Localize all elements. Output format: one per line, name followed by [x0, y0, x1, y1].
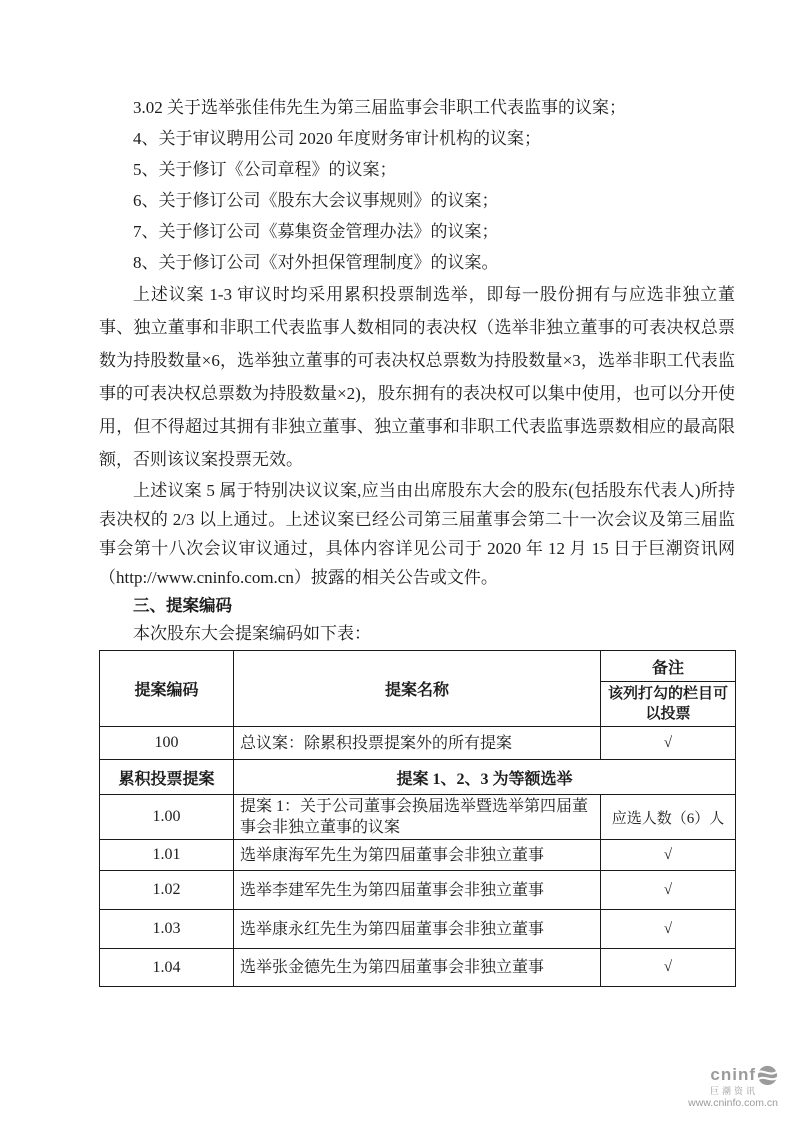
table-caption: 本次股东大会提案编码如下表：	[133, 624, 371, 643]
row-code: 1.03	[100, 910, 234, 949]
row-remark-checkmark: √	[601, 871, 736, 910]
row-remark-checkmark: √	[601, 727, 736, 760]
paragraph-cumulative-voting: 上述议案 1-3 审议时均采用累积投票制选举，即每一股份拥有与应选非独立董事、独立董事和非职工代表监事人数相同的表决权（选举非独立董事的可表决权总票数为持股数量×6，选举独立董事的可表决权总票数为持股数量×3，选举非职工代表监事的可表决权总票数为持股数量×2)，股东拥有的表决权可以集中使用，也可以分开使用，但不得超过其拥有非独立董事、独立董事和非职工代表监事选票数相应的最高限额，否则该议案投票无效。	[99, 285, 735, 469]
table-row	[100, 910, 736, 949]
document-content	[99, 92, 735, 987]
paragraph-special-resolution: 上述议案 5 属于特别决议议案,应当由出席股东大会的股东(包括股东代表人)所持表决权的 2/3 以上通过。上述议案已经公司第三届董事会第二十一次会议及第三届监事会第十八次会议审议通过，具体内容详见公司于 2020 年 12 月 15 日于巨潮资讯网（http://www.cninfo.com.cn）披露的相关公告或文件。	[99, 481, 735, 587]
cninfo-logo	[688, 1065, 778, 1110]
table-row	[100, 840, 736, 871]
table-header-row	[100, 651, 736, 682]
row-code: 1.02	[100, 871, 234, 910]
row-name: 选举张金德先生为第四届董事会非独立董事	[234, 949, 601, 987]
row-remark-checkmark: √	[601, 949, 736, 987]
row-code: 1.01	[100, 840, 234, 871]
table-row	[100, 795, 736, 840]
table-row	[100, 727, 736, 760]
header-remark: 备注	[601, 651, 736, 682]
row-name: 选举康永红先生为第四届董事会非独立董事	[234, 910, 601, 949]
row-name: 选举李建军先生为第四届董事会非独立董事	[234, 871, 601, 910]
cninfo-swirl-icon	[757, 1065, 778, 1086]
row-code: 累积投票提案	[100, 760, 234, 795]
table-row	[100, 871, 736, 910]
header-remark-sub: 该列打勾的栏目可以投票	[601, 682, 736, 727]
row-name: 总议案：除累积投票提案外的所有提案	[234, 727, 601, 760]
row-code: 100	[100, 727, 234, 760]
list-item: 5、关于修订《公司章程》的议案；	[133, 160, 397, 179]
row-remark-checkmark: √	[601, 910, 736, 949]
cninfo-logo-caption: 巨潮资讯	[709, 1085, 758, 1096]
section-heading: 三、提案编码	[133, 597, 232, 615]
table-row	[100, 949, 736, 987]
list-item: 3.02 关于选举张佳伟先生为第三届监事会非职工代表监事的议案；	[133, 98, 626, 117]
row-name: 选举康海军先生为第四届董事会非独立董事	[234, 840, 601, 871]
proposal-code-table	[99, 650, 736, 987]
row-merged-note: 提案 1、2、3 为等额选举	[234, 760, 736, 795]
row-remark: 应选人数（6）人	[601, 795, 736, 840]
row-name: 提案 1：关于公司董事会换届选举暨选举第四届董事会非独立董事的议案	[234, 795, 601, 840]
list-item: 8、关于修订公司《对外担保管理制度》的议案。	[133, 253, 499, 272]
list-item: 4、关于审议聘用公司 2020 年度财务审计机构的议案；	[133, 129, 541, 148]
list-item: 6、关于修订公司《股东大会议事规则》的议案；	[133, 191, 499, 210]
header-proposal-name: 提案名称	[234, 651, 601, 727]
table-row	[100, 760, 736, 795]
cninfo-logo-text: cninf	[710, 1064, 756, 1084]
list-item: 7、关于修订公司《募集资金管理办法》的议案；	[133, 222, 499, 241]
row-code: 1.00	[100, 795, 234, 840]
row-remark-checkmark: √	[601, 840, 736, 871]
header-proposal-code: 提案编码	[100, 651, 234, 727]
cninfo-logo-url: www.cninfo.com.cn	[688, 1097, 778, 1110]
row-code: 1.04	[100, 949, 234, 987]
